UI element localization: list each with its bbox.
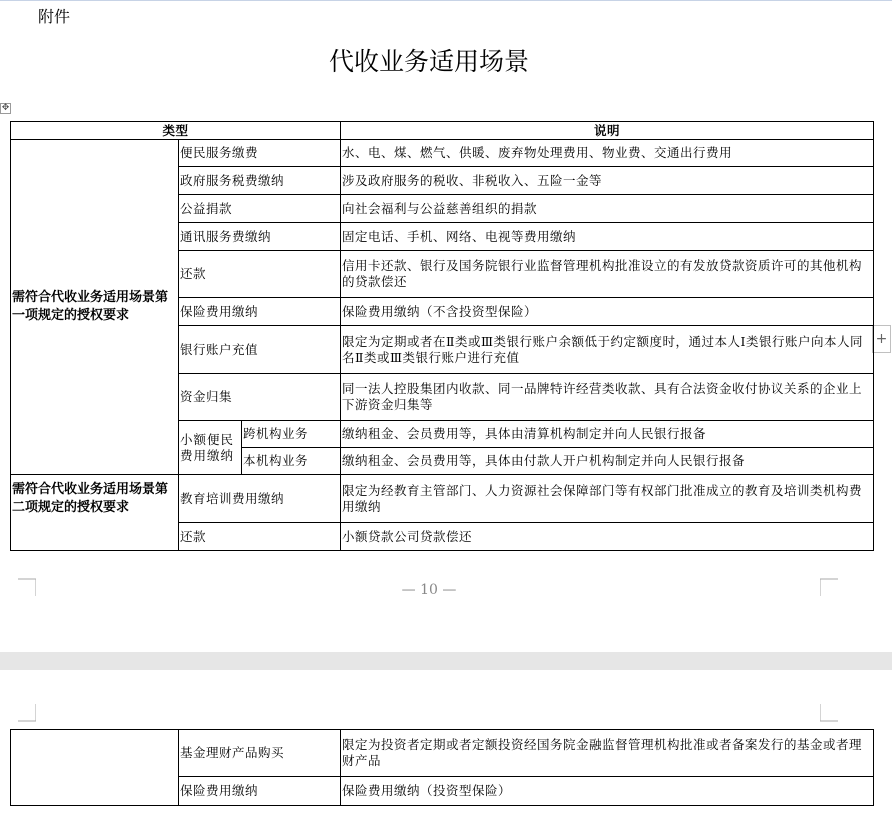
type-cell: 还款 bbox=[179, 523, 341, 551]
desc-cell: 固定电话、手机、网络、电视等费用缴纳 bbox=[341, 223, 874, 251]
table-row bbox=[11, 475, 874, 523]
type-cell: 银行账户充值 bbox=[179, 326, 341, 374]
desc-cell: 水、电、煤、燃气、供暖、废弃物处理费用、物业费、交通出行费用 bbox=[341, 140, 874, 167]
move-handle-icon[interactable]: ✥ bbox=[1, 103, 10, 113]
desc-cell: 涉及政府服务的税收、非税收入、五险一金等 bbox=[341, 167, 874, 195]
desc-cell: 限定为经教育主管部门、人力资源社会保障部门等有权部门批准成立的教育及培训类机构费用缴纳 bbox=[341, 475, 874, 523]
header-description: 说明 bbox=[341, 122, 874, 140]
desc-cell: 保险费用缴纳（投资型保险） bbox=[341, 777, 874, 806]
category-cell: 需符合代收业务适用场景第二项规定的授权要求 bbox=[11, 475, 179, 551]
type-cell: 教育培训费用缴纳 bbox=[179, 475, 341, 523]
attachment-label: 附件 bbox=[38, 7, 71, 26]
table-row bbox=[11, 140, 874, 167]
type-cell: 基金理财产品购买 bbox=[179, 730, 341, 777]
type-cell: 保险费用缴纳 bbox=[179, 298, 341, 326]
small-fee-cell: 小额便民费用缴纳 bbox=[179, 421, 242, 475]
type-cell: 跨机构业务 bbox=[242, 421, 341, 448]
desc-cell: 限定为定期或者在Ⅱ类或Ⅲ类银行账户余额低于约定额度时，通过本人Ⅰ类银行账户向本人同名Ⅱ类或Ⅲ类银行账户进行充值 bbox=[341, 326, 874, 374]
crop-mark-icon bbox=[18, 704, 36, 722]
type-cell: 本机构业务 bbox=[242, 448, 341, 475]
category-cell bbox=[11, 730, 179, 806]
desc-cell: 缴纳租金、会员费用等，具体由付款人开户机构制定并向人民银行报备 bbox=[341, 448, 874, 475]
type-cell: 保险费用缴纳 bbox=[179, 777, 341, 806]
category-cell: 需符合代收业务适用场景第一项规定的授权要求 bbox=[11, 140, 179, 475]
desc-cell: 保险费用缴纳（不含投资型保险） bbox=[341, 298, 874, 326]
desc-cell: 向社会福利与公益慈善组织的捐款 bbox=[341, 195, 874, 223]
type-cell: 便民服务缴费 bbox=[179, 140, 341, 167]
desc-cell: 小额贷款公司贷款偿还 bbox=[341, 523, 874, 551]
table-row bbox=[11, 730, 874, 777]
type-cell: 通讯服务费缴纳 bbox=[179, 223, 341, 251]
page-number: — 10 — bbox=[401, 582, 457, 598]
scenario-table-continued bbox=[10, 729, 874, 806]
type-cell: 资金归集 bbox=[179, 374, 341, 421]
desc-cell: 缴纳租金、会员费用等，具体由清算机构制定并向人民银行报备 bbox=[341, 421, 874, 448]
header-type: 类型 bbox=[11, 122, 341, 140]
crop-mark-icon bbox=[820, 704, 838, 722]
type-cell: 还款 bbox=[179, 251, 341, 298]
document-page-2 bbox=[0, 670, 892, 816]
type-cell: 公益捐款 bbox=[179, 195, 341, 223]
type-cell: 政府服务税费缴纳 bbox=[179, 167, 341, 195]
desc-cell: 信用卡还款、银行及国务院银行业监督管理机构批准设立的有发放贷款资质许可的其他机构的贷款偿还 bbox=[341, 251, 874, 298]
table-header-row bbox=[11, 122, 874, 140]
page-top-line bbox=[0, 0, 892, 1]
desc-cell: 限定为投资者定期或者定额投资经国务院金融监督管理机构批准或者备案发行的基金或者理财产品 bbox=[341, 730, 874, 777]
plus-icon[interactable]: + bbox=[872, 325, 891, 353]
scenario-table bbox=[10, 121, 874, 551]
page-title: 代收业务适用场景 bbox=[328, 47, 529, 76]
desc-cell: 同一法人控股集团内收款、同一品牌特许经营类收款、具有合法资金收付协议关系的企业上下游资金归集等 bbox=[341, 374, 874, 421]
